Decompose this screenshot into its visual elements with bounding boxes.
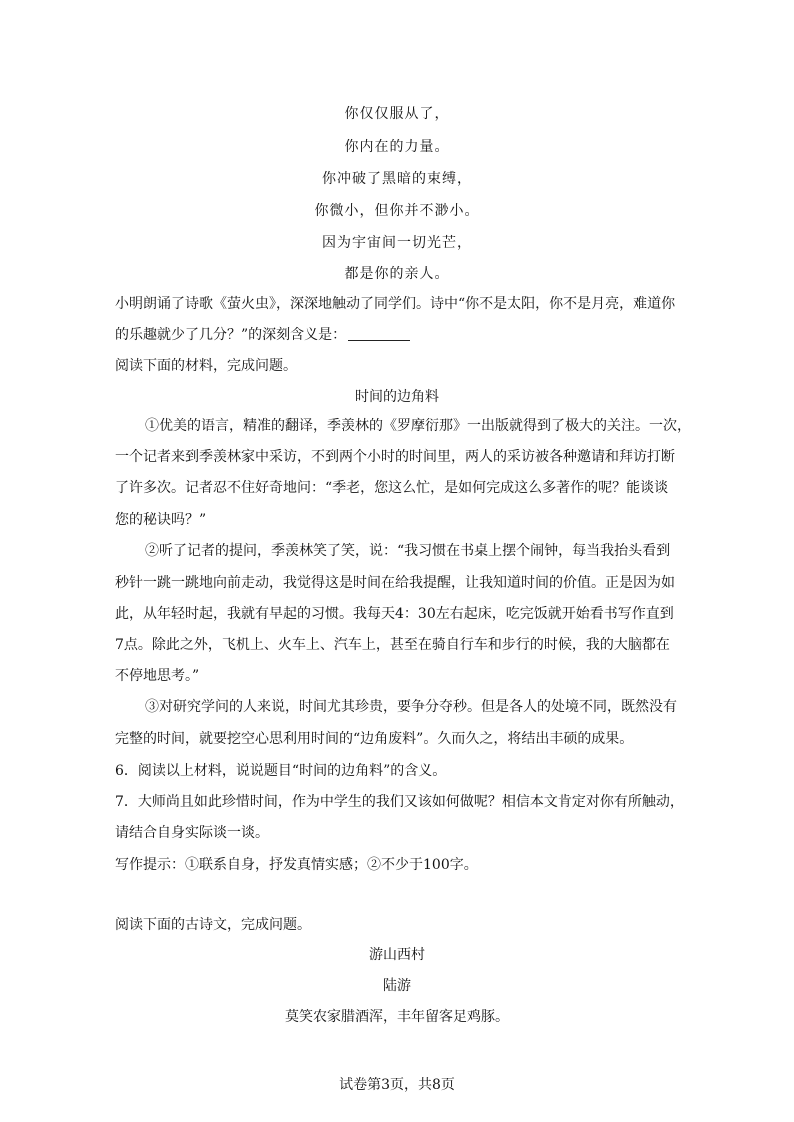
poem-line-5: 因为宇宙间一切光芒， [322, 235, 472, 251]
question-poem-line-2 [115, 324, 685, 344]
reading1-line-5: ②听了记者的提问，季羡林笑了笑，说：“我习惯在书桌上摆个闹钟，每当我抬头看到 [145, 543, 671, 559]
question-7-line-1: 7．大师尚且如此珍惜时间，作为中学生的我们又该如何做呢？相信本文肯定对你有所触动， [115, 794, 684, 810]
poem-line-2: 你内在的力量。 [344, 139, 450, 155]
reading1-line-3: 了许多次。记者忍不住好奇地问：“季老，您这么忙，是如何完成这么多著作的呢？能谈谈 [115, 480, 669, 496]
poem-line-4: 你微小，但你并不渺小。 [314, 203, 480, 219]
writing-hint: 写作提示：①联系自身，抒发真情实感；②不少于100字。 [115, 857, 478, 873]
poem-line-1: 你仅仅服从了， [344, 106, 450, 122]
reading1-line-6: 秒针一跳一跳地向前走动，我觉得这是时间在给我提醒，让我知道时间的价值。正是因为如 [115, 575, 675, 591]
question-6: 6．阅读以上材料，说说题目“时间的边角料”的含义。 [115, 763, 447, 779]
reading2-author: 陆游 [383, 978, 411, 994]
question-7-line-2: 请结合自身实际谈一谈。 [115, 825, 269, 841]
poem-line-3: 你冲破了黑暗的束缚， [322, 171, 472, 187]
reading2-title: 游山西村 [369, 947, 425, 963]
question-poem-line-1: 小明朗诵了诗歌《萤火虫》，深深地触动了同学们。诗中“你不是太阳，你不是月亮，难道你 [115, 296, 676, 312]
answer-blank[interactable] [348, 326, 410, 341]
reading1-line-4: 您的秘诀吗？” [115, 512, 207, 528]
reading1-line-7: 此，从年轻时起，我就有早起的习惯。我每天4：30左右起床，吃完饭就开始看书写作直到 [115, 606, 674, 622]
reading1-line-1: ①优美的语言，精准的翻译，季羡林的《罗摩衍那》一出版就得到了极大的关注。一次， [145, 418, 691, 434]
reading1-line-2: 一个记者来到季羡林家中采访，不到两个小时的时间里，两人的采访被各种邀请和拜访打断 [115, 449, 675, 465]
reading2-intro: 阅读下面的古诗文，完成问题。 [115, 917, 311, 933]
reading1-line-9: 不停地思考。” [115, 668, 200, 684]
reading1-line-8: 7点。除此之外，飞机上、火车上、汽车上，甚至在骑自行车和步行的时候，我的大脑都在 [115, 637, 670, 653]
question-poem-text: 的乐趣就少了几分？”的深刻含义是： [115, 327, 347, 343]
page-footer: 试卷第3页，共8页 [339, 1077, 455, 1093]
poem-line-6: 都是你的亲人。 [344, 266, 450, 282]
reading1-intro: 阅读下面的材料，完成问题。 [115, 358, 297, 374]
reading1-title: 时间的边角料 [355, 389, 439, 405]
reading2-line-1: 莫笑农家腊酒浑，丰年留客足鸡豚。 [285, 1009, 509, 1025]
reading1-line-11: 完整的时间，就要挖空心思利用时间的“边角废料”。久而久之，将结出丰硕的成果。 [115, 731, 634, 747]
reading1-line-10: ③对研究学问的人来说，时间尤其珍贵，要争分夺秒。但是各人的处境不同，既然没有 [145, 699, 677, 715]
